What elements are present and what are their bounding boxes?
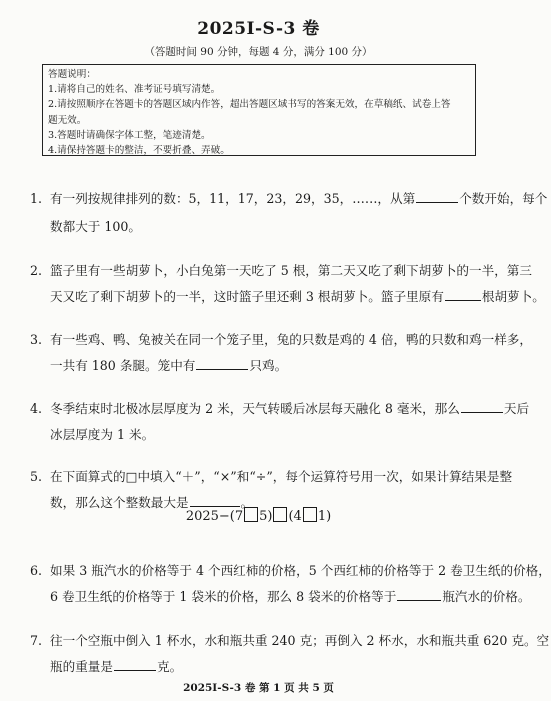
instruction-item: 3.答题时请确保字体工整，笔迹清楚。	[48, 129, 211, 141]
question-number: 2.	[30, 263, 43, 278]
operator-box	[273, 507, 287, 522]
question-text: 数，那么这个整数最大是 。	[50, 488, 253, 518]
question-number: 1.	[30, 191, 43, 206]
question-text: 数都大于 100。	[50, 219, 142, 234]
question-text: 往一个空瓶中倒入 1 杯水，水和瓶共重 240 克；再倒入 2 杯水，水和瓶共重 620 克。空	[50, 633, 550, 648]
instruction-item: 1.请将自己的姓名、准考证号填写清楚。	[48, 84, 221, 96]
question-number: 4.	[30, 401, 43, 416]
question-text: 天又吃了剩下胡萝卜的一半，这时篮子里还剩 3 根胡萝卜。篮子里原有 根胡萝卜。	[50, 282, 545, 312]
question-text: 冰层厚度为 1 米。	[50, 427, 155, 442]
instruction-item: 题无效。	[48, 114, 87, 126]
question-text: 在下面算式的□中填入“＋”，“×”和“÷”，每个运算符号用一次，如果计算结果是整	[50, 469, 513, 484]
page-footer: 2025I-S-3 卷 第 1 页 共 5 页	[183, 682, 334, 694]
question-text: 篮子里有一些胡萝卜，小白兔第一天吃了 5 根，第二天又吃了剩下胡萝卜的一半，第三	[50, 263, 532, 278]
answer-blank	[196, 355, 248, 370]
question-text: 有一列按规律排列的数：5，11，17，23，29，35，……，从第 个数开始，每个	[50, 184, 547, 214]
question-number: 7.	[30, 633, 43, 648]
instruction-item: 2.请按照顺序在答题卡的答题区域内作答，超出答题区域书写的答案无效，在草稿纸、试卷上答	[48, 99, 451, 111]
question-number: 3.	[30, 332, 43, 347]
question-text: 冬季结束时北极冰层厚度为 2 米，天气转暖后冰层每天融化 8 毫米，那么 天后	[50, 394, 529, 424]
question-text: 有一些鸡、鸭、兔被关在同一个笼子里，兔的只数是鸡的 4 倍，鸭的只数和鸡一样多，	[50, 332, 532, 347]
math-expression: 2025−(7 5) (4 1)	[185, 509, 332, 524]
operator-box	[303, 507, 317, 522]
operator-box	[244, 507, 258, 522]
question-number: 5.	[30, 469, 43, 484]
exam-info: （答题时间 90 分钟，每题 4 分，满分 100 分）	[144, 46, 373, 58]
answer-blank	[397, 586, 441, 601]
answer-blank	[416, 188, 458, 203]
page-title: 2025I-S-3 卷	[197, 19, 320, 39]
answer-blank	[445, 286, 481, 301]
question-text: 一共有 180 条腿。笼中有 只鸡。	[50, 351, 287, 381]
answer-blank	[114, 656, 156, 671]
question-text: 6 卷卫生纸的价格等于 1 袋米的价格，那么 8 袋米的价格等于 瓶汽水的价格。	[50, 582, 530, 612]
question-text: 如果 3 瓶汽水的价格等于 4 个西红柿的价格，5 个西红柿的价格等于 2 卷卫生纸的价格，	[50, 563, 551, 578]
instruction-item: 4.请保持答题卡的整洁，不要折叠、弄破。	[48, 145, 230, 157]
question-text: 瓶的重量是 克。	[50, 652, 182, 682]
answer-blank	[461, 398, 503, 413]
question-number: 6.	[30, 563, 43, 578]
instructions-heading: 答题说明：	[48, 69, 96, 80]
instructions-box	[42, 64, 476, 156]
answer-blank	[190, 492, 240, 507]
